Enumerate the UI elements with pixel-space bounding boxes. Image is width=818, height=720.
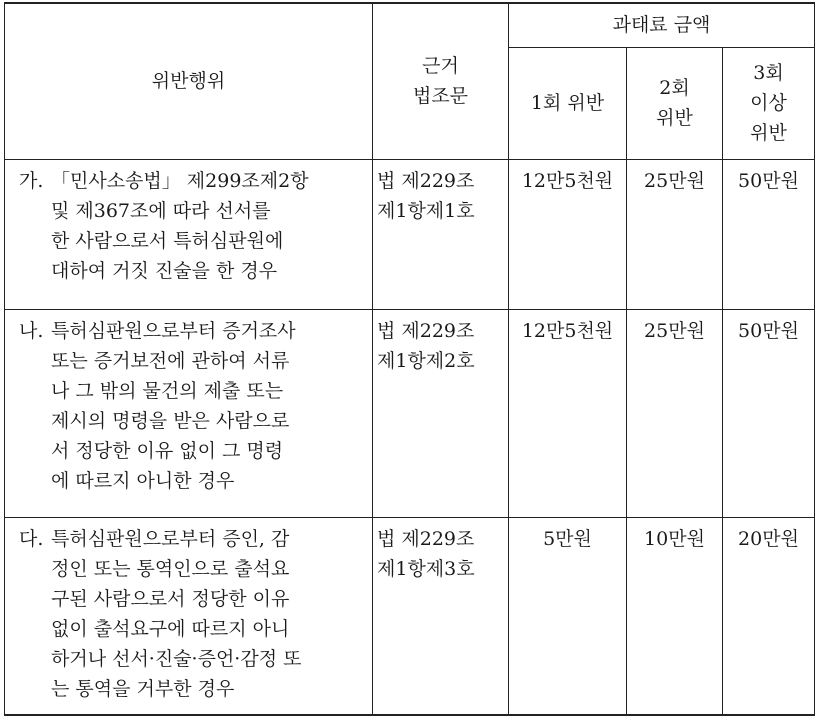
violation-line: 는 통역을 거부한 경우: [51, 677, 235, 700]
fine-schedule-table: [4, 2, 815, 716]
violation-line: 나 그 밖의 물건의 제출 또는: [51, 379, 284, 402]
table-row: [5, 159, 815, 309]
header-row-1: [5, 3, 815, 47]
header-third-line: 3회: [753, 62, 784, 84]
header-third-line: 위반: [750, 122, 787, 144]
violation-line: 구된 사람으로서 정당한 이유: [51, 587, 290, 610]
violation-line: 또는 증거보전에 관하여 서류: [51, 349, 290, 372]
violation-line: 「민사소송법」 제299조제2항: [51, 169, 309, 192]
table-row: [5, 517, 815, 715]
amount-third: 50만원: [723, 159, 815, 309]
violation-line: 에 따르지 아니한 경우: [51, 469, 235, 492]
basis-line: 제1항제1호: [377, 199, 475, 222]
violation-cell: [5, 517, 373, 715]
violation-line: 및 제367조에 따라 선서를: [51, 199, 271, 222]
basis-line: 법 제229조: [377, 319, 475, 342]
violation-line: 특허심판원으로부터 증거조사: [51, 319, 296, 342]
basis-cell: [373, 159, 509, 309]
violation-line: 정인 또는 통역인으로 출석요: [51, 557, 290, 580]
header-second-line: 2회: [659, 77, 690, 99]
violation-line: 한 사람으로서 특허심판원에: [51, 229, 284, 252]
table-row: [5, 309, 815, 517]
header-basis-line: 근거: [422, 55, 459, 78]
violation-cell: [5, 309, 373, 517]
basis-cell: [373, 517, 509, 715]
amount-second: 10만원: [627, 517, 723, 715]
basis-line: 법 제229조: [377, 169, 475, 192]
header-second-violation: [627, 47, 723, 159]
basis-line: 제1항제3호: [377, 557, 475, 580]
amount-first: 12만5천원: [509, 309, 627, 517]
header-third-line: 이상: [750, 92, 787, 114]
basis-line: 제1항제2호: [377, 349, 475, 372]
violation-cell: [5, 159, 373, 309]
item-marker: 나.: [19, 319, 44, 342]
amount-first: 5만원: [509, 517, 627, 715]
header-violation: 위반행위: [5, 3, 373, 159]
header-first-violation: 1회 위반: [509, 47, 627, 159]
item-marker: 가.: [19, 169, 44, 192]
basis-line: 법 제229조: [377, 527, 475, 550]
header-amount-group: 과태료 금액: [509, 3, 815, 47]
violation-line: 대하여 거짓 진술을 한 경우: [51, 259, 278, 282]
header-basis-line: 법조문: [412, 85, 469, 108]
violation-line: 특허심판원으로부터 증인, 감: [51, 527, 290, 550]
violation-line: 없이 출석요구에 따르지 아니: [51, 617, 290, 640]
amount-third: 20만원: [723, 517, 815, 715]
header-second-line: 위반: [656, 107, 693, 129]
basis-cell: [373, 309, 509, 517]
violation-line: 하거나 선서·진술·증언·감정 또: [51, 647, 302, 670]
header-third-violation: [723, 47, 815, 159]
amount-second: 25만원: [627, 309, 723, 517]
item-marker: 다.: [19, 527, 44, 550]
header-basis: [373, 3, 509, 159]
amount-third: 50만원: [723, 309, 815, 517]
amount-second: 25만원: [627, 159, 723, 309]
violation-line: 제시의 명령을 받은 사람으로: [51, 409, 290, 432]
violation-line: 서 정당한 이유 없이 그 명령: [51, 439, 284, 462]
amount-first: 12만5천원: [509, 159, 627, 309]
